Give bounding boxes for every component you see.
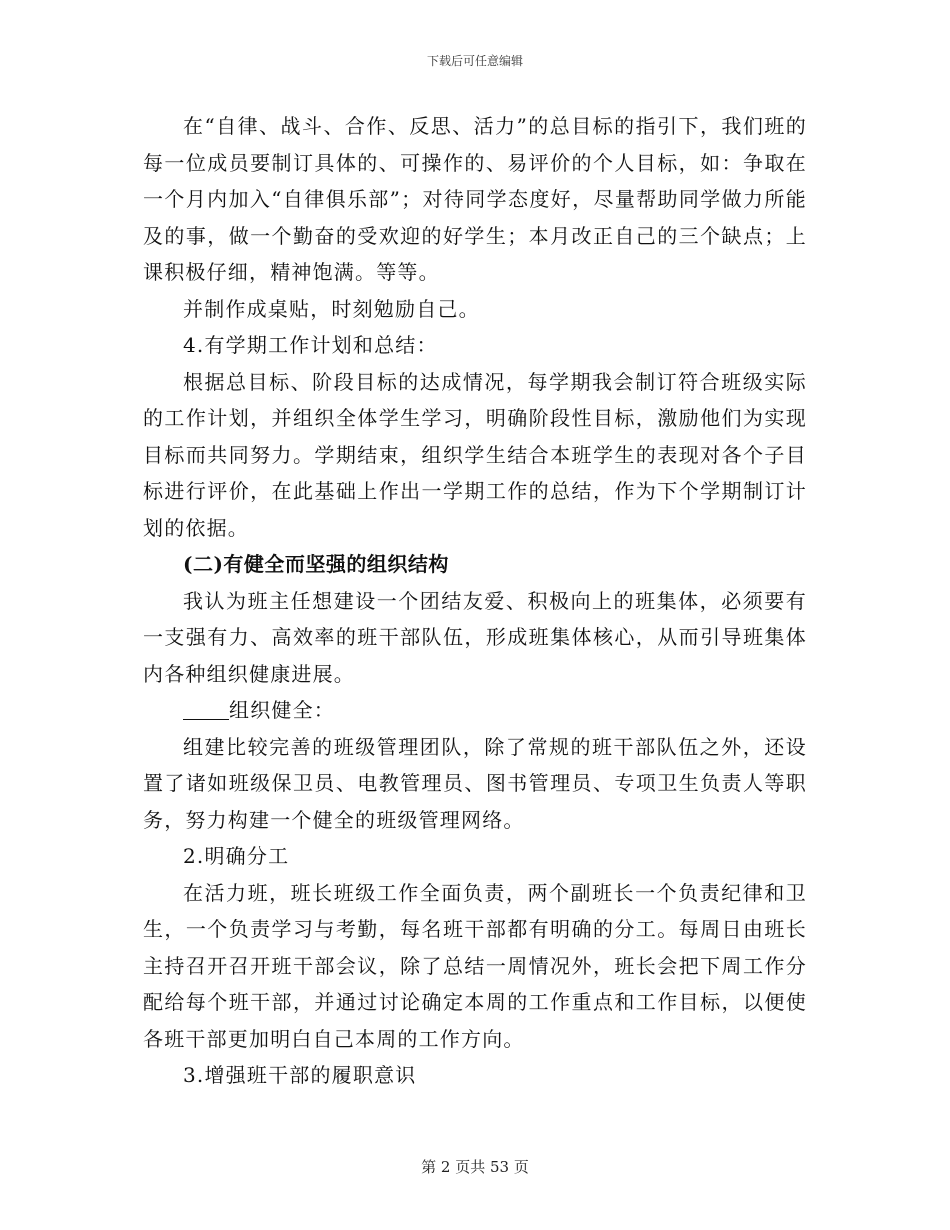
document-body — [143, 108, 807, 1094]
paragraph-semester-plan: 根据总目标、阶段目标的达成情况，每学期我会制订符合班级实际的工作计划，并组织全体学生学习，明确阶段性目标，激励他们为实现目标而共同努力。学期结束，组织学生结合本班学生的表现对各个子目标进行评价，在此基础上作出一学期工作的总结，作为下个学期制订计划的依据。 — [143, 369, 807, 540]
blank-underline — [183, 699, 229, 720]
page-header: 下载后可任意编辑 — [426, 54, 523, 68]
paragraph-desk-stickers: 并制作成桌贴，时刻勉励自己。 — [183, 296, 480, 321]
paragraph-personal-goals: 在“自律、战斗、合作、反思、活力”的总目标的指引下，我们班的每一位成员要制订具体的、可操作的、易评价的个人目标，如：争取在一个月内加入“自律俱乐部”；对待同学态度好，尽量帮助同学做力所能及的事，做一个勤奋的受欢迎的好学生；本月改正自己的三个缺点；上课积极仔细，精神饱满。等等。 — [143, 114, 807, 284]
paragraph-class-cadre: 我认为班主任想建设一个团结友爱、积极向上的班集体，必须要有一支强有力、高效率的班干部队伍，形成班集体核心，从而引导班集体内各种组织健康进展。 — [143, 588, 807, 686]
section-heading-organization: (二)有健全而坚强的组织结构 — [183, 552, 449, 576]
paragraph-division-of-labor: 在活力班，班长班级工作全面负责，两个副班长一个负责纪律和卫生，一个负责学习与考勤，每名班干部都有明确的分工。每周日由班长主持召开召开班干部会议，除了总结一周情况外，班长会把下周工作分配给每个班干部，并通过讨论确定本周的工作重点和工作目标，以便使各班干部更加明白自己本周的工作方向。 — [143, 880, 807, 1051]
section-item-3: 3.增强班干部的履职意识 — [183, 1063, 417, 1087]
section-item-2: 2.明确分工 — [183, 844, 290, 868]
section-item-4: 4.有学期工作计划和总结： — [183, 333, 438, 357]
page-footer: 第 2 页共 53 页 — [421, 1158, 529, 1176]
section-item-1 — [143, 692, 807, 729]
section-item-1-label: 组织健全： — [229, 698, 335, 722]
paragraph-management-team: 组建比较完善的班级管理团队，除了常规的班干部队伍之外，还设置了诸如班级保卫员、电教管理员、图书管理员、专项卫生负责人等职务，努力构建一个健全的班级管理网络。 — [143, 734, 807, 832]
